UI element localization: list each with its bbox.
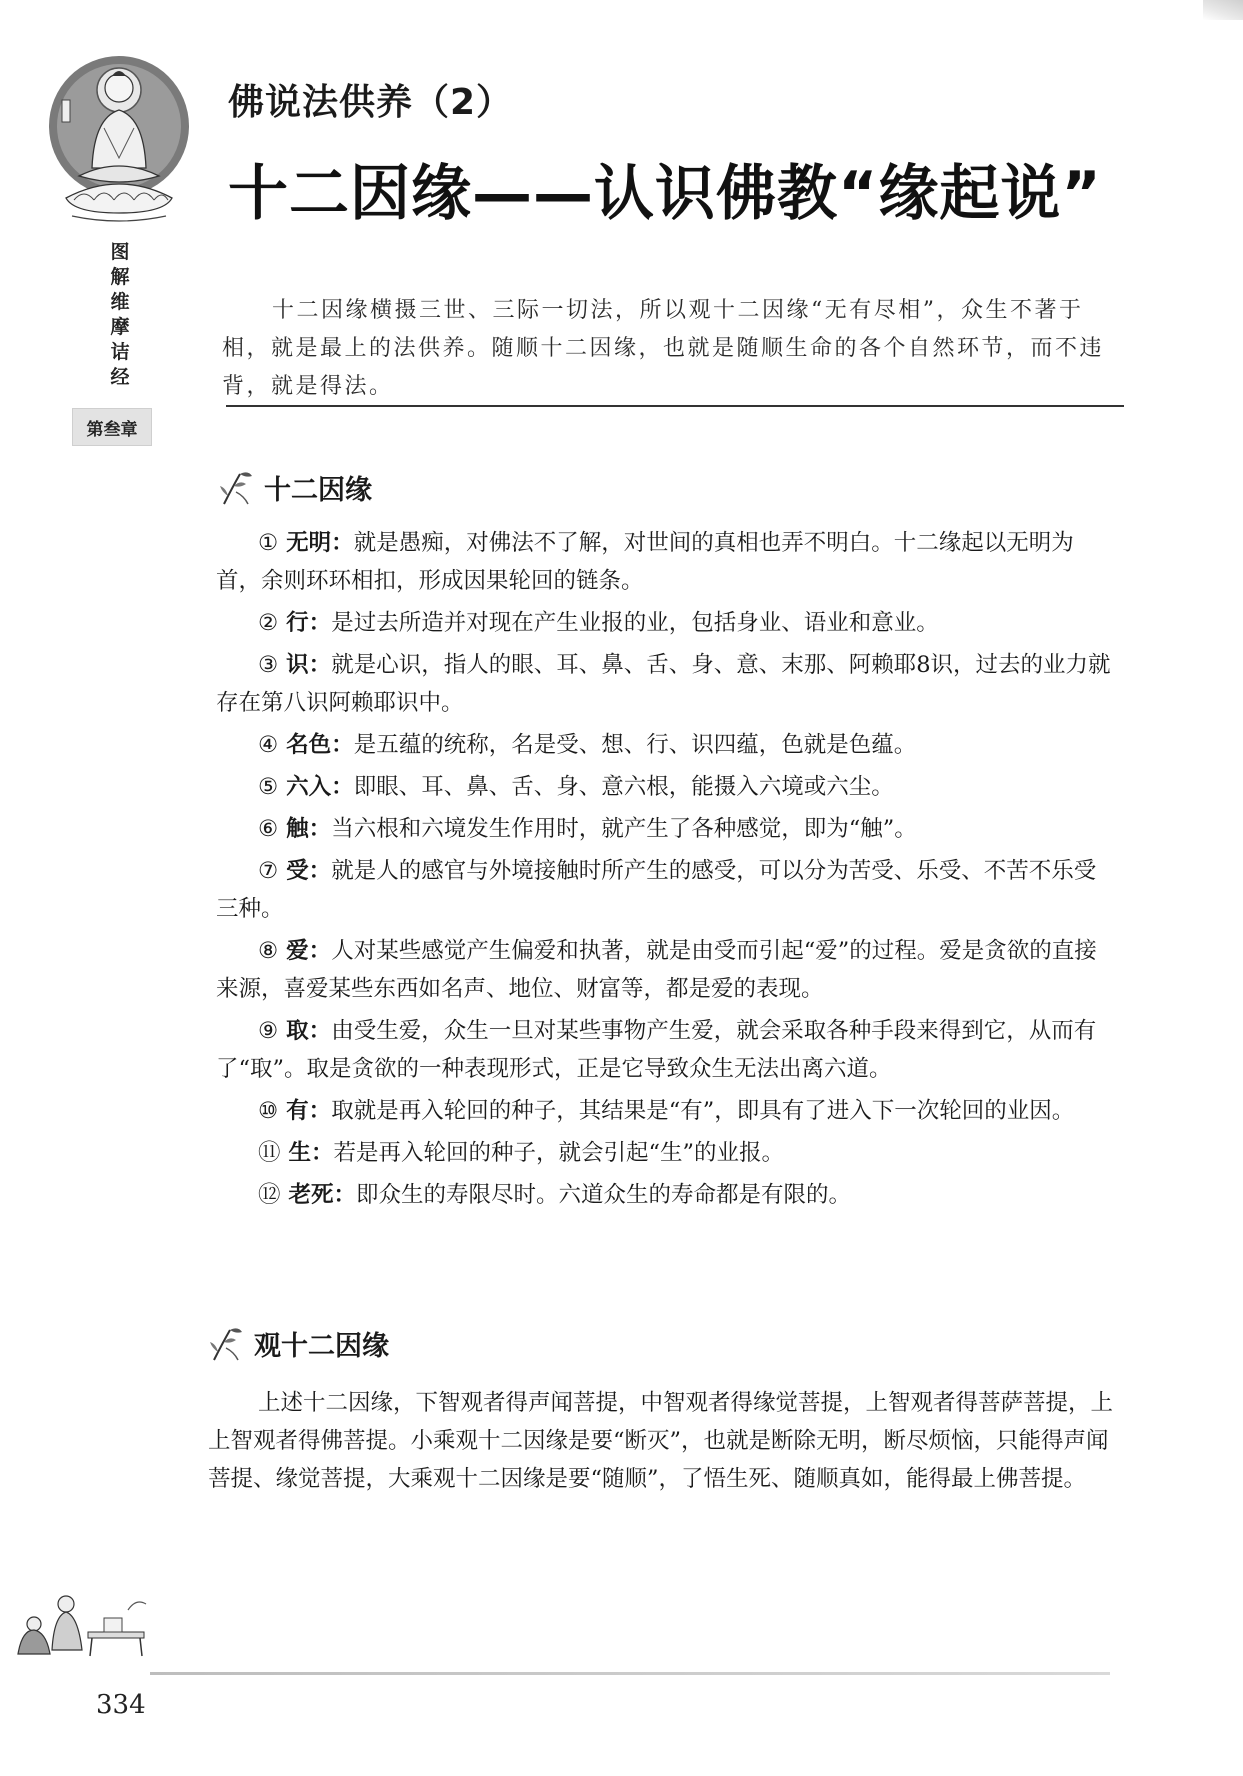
scholars-illustration-icon — [8, 1590, 158, 1660]
section-heading — [218, 466, 372, 508]
item-term: 无明： — [286, 530, 354, 556]
page-title: 十二因缘——认识佛教“缘起说” — [228, 159, 1102, 229]
item-number: ⑩ — [258, 1098, 279, 1124]
list-item — [216, 1012, 1116, 1088]
list-item — [216, 726, 1116, 764]
item-number: ⑤ — [258, 774, 279, 800]
item-text: 就是心识，指人的眼、耳、鼻、舌、身、意、末那、阿赖耶8识，过去的业力就存在第八识阿赖耶识中。 — [216, 652, 1111, 716]
item-term: 名色： — [286, 732, 354, 758]
book-title-char: 诘 — [110, 341, 130, 363]
book-title-vertical — [107, 240, 133, 390]
section-heading — [208, 1322, 389, 1364]
item-text: 即眼、耳、鼻、舌、身、意六根，能摄入六境或六尘。 — [353, 774, 894, 800]
page-number: 334 — [96, 1690, 146, 1720]
book-title-char: 图 — [110, 241, 130, 263]
list-item — [216, 604, 1116, 642]
list-item — [216, 810, 1116, 848]
item-number: ③ — [258, 652, 279, 678]
list-item — [216, 524, 1116, 600]
item-text: 取就是再入轮回的种子，其结果是“有”，即具有了进入下一次轮回的业因。 — [331, 1098, 1075, 1124]
section-title: 观十二因缘 — [254, 1330, 389, 1362]
book-title-char: 经 — [110, 366, 130, 388]
list-item — [216, 932, 1116, 1008]
item-number: ① — [258, 530, 279, 556]
divider — [226, 405, 1124, 407]
item-term: 行： — [286, 610, 332, 636]
item-text: 就是人的感官与外境接触时所产生的感受，可以分为苦受、乐受、不苦不乐受三种。 — [216, 858, 1097, 922]
item-term: 生： — [288, 1140, 334, 1166]
item-number: ④ — [258, 732, 279, 758]
item-term: 老死： — [288, 1182, 357, 1208]
item-text: 由受生爱，众生一旦对某些事物产生爱，就会采取各种手段来得到它，从而有了“取”。取是贪欲的一种表现形式，正是它导致众生无法出离六道。 — [216, 1018, 1097, 1082]
item-term: 有： — [286, 1098, 332, 1124]
item-term: 爱： — [286, 938, 332, 964]
intro-paragraph: 十二因缘横摄三世、三际一切法，所以观十二因缘“无有尽相”，众生不著于相，就是最上的法供养。随顺十二因缘，也就是随顺生命的各个自然环节，而不违背，就是得法。 — [222, 298, 1105, 399]
item-term: 取： — [286, 1018, 332, 1044]
list-item — [216, 646, 1116, 722]
list-item — [216, 768, 1116, 806]
item-term: 六入： — [286, 774, 354, 800]
brush-sprig-icon — [208, 1322, 246, 1364]
section-title: 十二因缘 — [264, 474, 372, 506]
item-number: ⑥ — [258, 816, 279, 842]
chapter-label: 第叁章 — [72, 408, 152, 446]
contemplation-paragraph: 上述十二因缘，下智观者得声闻菩提，中智观者得缘觉菩提，上智观者得菩萨菩提，上上智观者得佛菩提。小乘观十二因缘是要“断灭”，也就是断除无明，断尽烦恼，只能得声闻菩提、缘觉菩提，大乘观十二因缘是要“随顺”，了悟生死、随顺真如，能得最上佛菩提。 — [208, 1390, 1114, 1492]
item-text: 若是再入轮回的种子，就会引起“生”的业报。 — [333, 1140, 785, 1166]
item-number: ⑨ — [258, 1018, 279, 1044]
book-title-char: 维 — [110, 291, 130, 313]
item-number: ⑦ — [258, 858, 279, 884]
item-text: 是过去所造并对现在产生业报的业，包括身业、语业和意业。 — [331, 610, 939, 636]
item-text: 即众生的寿限尽时。六道众生的寿命都是有限的。 — [356, 1182, 852, 1208]
item-term: 触： — [286, 816, 332, 842]
item-term: 识： — [286, 652, 332, 678]
footer-rule — [150, 1672, 1110, 1675]
item-number: ② — [258, 610, 279, 636]
contemplation-block — [208, 1384, 1114, 1498]
list-item — [216, 1092, 1116, 1130]
item-text: 就是愚痴，对佛法不了解，对世间的真相也弄不明白。十二缘起以无明为首，余则环环相扣，形成因果轮回的链条。 — [216, 530, 1074, 594]
brush-sprig-icon — [218, 466, 256, 508]
twelve-links-list — [216, 524, 1116, 1218]
item-text: 人对某些感觉产生偏爱和执著，就是由受而引起“爱”的过程。爱是贪欲的直接来源，喜爱某些东西如名声、地位、财富等，都是爱的表现。 — [216, 938, 1097, 1002]
folded-corner — [1203, 0, 1243, 20]
section-supertitle: 佛说法供养（2） — [228, 82, 514, 123]
item-number: ⑧ — [258, 938, 279, 964]
item-text: 是五蕴的统称，名是受、想、行、识四蕴，色就是色蕴。 — [353, 732, 917, 758]
item-text: 当六根和六境发生作用时，就产生了各种感觉，即为“触”。 — [331, 816, 917, 842]
list-item — [216, 1134, 1116, 1172]
book-title-char: 摩 — [110, 316, 130, 338]
book-title-char: 解 — [110, 266, 130, 288]
item-term: 受： — [286, 858, 332, 884]
list-item — [216, 1176, 1116, 1214]
item-number: ⑪ — [258, 1140, 281, 1166]
buddha-figure-icon — [44, 48, 194, 228]
item-number: ⑫ — [258, 1182, 281, 1208]
list-item — [216, 852, 1116, 928]
